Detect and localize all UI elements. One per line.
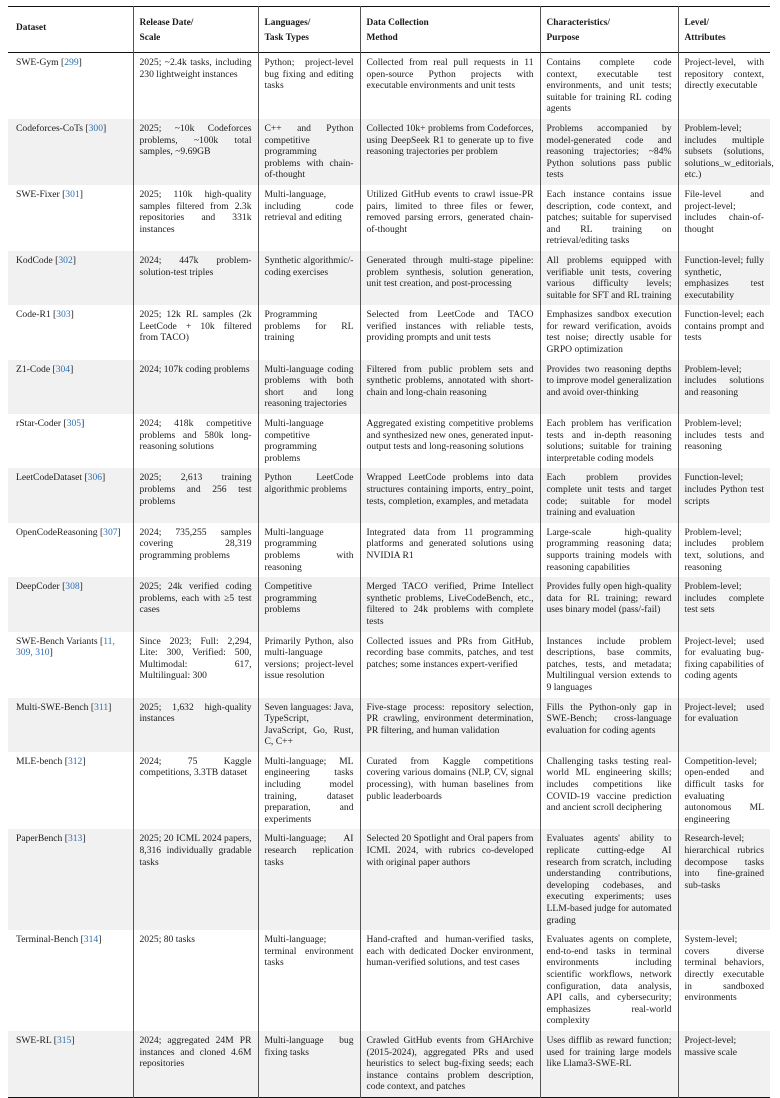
cell-dataset: SWE-Fixer [301] bbox=[16, 188, 83, 200]
dataset-name: PaperBench bbox=[16, 833, 63, 845]
cell-purpose: Fills the Python-only gap in SWE-Bench; cross-language evaluation for coding agents bbox=[540, 698, 678, 752]
dataset-name: LeetCodeDataset bbox=[16, 472, 83, 484]
cell-level: Research-level; hierarchical rubrics decompose tasks into fine-grained sub-tasks bbox=[678, 829, 770, 930]
cell-method: Curated from Kaggle competitions covering various domains (NLP, CV, signal processing), with human baselines from public leaderboards bbox=[360, 752, 540, 830]
cell-release: 2025; 20 ICML 2024 papers, 8,316 individually gradable tasks bbox=[133, 829, 258, 930]
cell-method: Collected from real pull requests in 11 open-source Python projects with executable environments and unit tests bbox=[360, 53, 540, 119]
cell-purpose: Each problem provides complete unit tests and target code; suitable for model training and evaluation bbox=[540, 468, 678, 522]
cell-dataset: Terminal-Bench [314] bbox=[16, 934, 102, 946]
cell-purpose: Challenging tasks testing real-world ML engineering skills; includes competitions like COVID-19 vaccine prediction and ancient scroll deciphering bbox=[540, 752, 678, 830]
cell-dataset: DeepCoder [308] bbox=[16, 581, 83, 593]
cell-release: 2025; ~10k Codeforces problems, ~100k total samples, ~9.69GB bbox=[133, 119, 258, 185]
dataset-name: Code-R1 bbox=[16, 309, 51, 321]
citation-link[interactable]: 306 bbox=[87, 472, 103, 484]
cell-dataset: SWE-Bench Variants [11, 309, 310] bbox=[16, 635, 115, 659]
table-row bbox=[8, 185, 770, 251]
cell-release: 2024; 735,255 samples covering 28,319 programming problems bbox=[133, 523, 258, 577]
cell-languages: C++ and Python competitive programming problems with chain-of-thought bbox=[258, 119, 360, 185]
dataset-name: SWE-Bench Variants bbox=[16, 635, 98, 647]
cell-level: Competition-level; open-ended and difficult tasks for evaluating autonomous ML engineering bbox=[678, 752, 770, 830]
cell-level: Problem-level; includes multiple subsets (solutions, solutions_w_editorials, etc.) bbox=[678, 119, 770, 185]
header-release bbox=[133, 7, 258, 53]
table-row bbox=[8, 698, 770, 752]
header-level bbox=[678, 7, 770, 53]
cell-method: Collected issues and PRs from GitHub, recording base commits, patches, and test patches; some instances expert-verified bbox=[360, 632, 540, 698]
cell-level: Function-level; includes Python test scripts bbox=[678, 468, 770, 522]
header-label-line1: Data Collection bbox=[366, 18, 429, 28]
citation-link[interactable]: 302 bbox=[58, 254, 73, 266]
cell-release: 2025; ~2.4k tasks, including 230 lightweight instances bbox=[133, 53, 258, 119]
cell-purpose: Each instance contains issue description, code context, and patches; suitable for supervised and RL training on retrieval/editing tasks bbox=[540, 185, 678, 251]
cell-purpose: All problems equipped with verifiable unit tests, covering various difficulty levels; suitable for SFT and RL training bbox=[540, 251, 678, 305]
dataset-name: Terminal-Bench bbox=[16, 934, 79, 946]
cell-languages: Primarily Python, also multi-language versions; project-level issue resolution bbox=[258, 632, 360, 698]
cell-method: Hand-crafted and human-verified tasks, each with dedicated Docker environment, human-verified solutions, and test cases bbox=[360, 930, 540, 1031]
cell-dataset: rStar-Coder [305] bbox=[16, 418, 85, 430]
header-languages bbox=[258, 7, 360, 53]
table-row bbox=[8, 119, 770, 185]
cell-languages: Multi-language; ML engineering tasks including model training, dataset preparation, and experiments bbox=[258, 752, 360, 830]
cell-dataset: Multi-SWE-Bench [311] bbox=[16, 701, 112, 713]
dataset-name: rStar-Coder bbox=[16, 418, 62, 430]
header-purpose bbox=[540, 7, 678, 53]
cell-method: Wrapped LeetCode problems into data structures containing imports, entry_point, tests, completion, examples, and metadata bbox=[360, 468, 540, 522]
cell-languages: Multi-language; terminal environment tasks bbox=[258, 930, 360, 1031]
cell-purpose: Uses difflib as reward function; used for training large models like Llama3-SWE-RL bbox=[540, 1031, 678, 1097]
header-label: Dataset bbox=[16, 23, 47, 33]
cell-purpose: Emphasizes sandbox execution for reward verification, avoids test noise; directly usable for GRPO optimization bbox=[540, 305, 678, 359]
cell-release: 2025; 110k high-quality samples filtered from 2.3k repositories and 331k instances bbox=[133, 185, 258, 251]
cell-release: 2024; 418k competitive problems and 580k long-reasoning solutions bbox=[133, 414, 258, 468]
cell-level: Problem-level; includes tests and reasoning bbox=[678, 414, 770, 468]
table-body bbox=[8, 53, 774, 1098]
cell-release: Since 2023; Full: 2,294, Lite: 300, Verified: 500, Multimodal: 617, Multilingual: 300 bbox=[133, 632, 258, 698]
table-row bbox=[8, 414, 770, 468]
citation-link[interactable]: 11, 309, 310 bbox=[16, 635, 115, 659]
cell-languages: Python LeetCode algorithmic problems bbox=[258, 468, 360, 522]
cell-level: Problem-level; includes solutions and reasoning bbox=[678, 360, 770, 414]
cell-level: File-level and project-level; includes chain-of-thought bbox=[678, 185, 770, 251]
cell-dataset: LeetCodeDataset [306] bbox=[16, 472, 106, 484]
table-row bbox=[8, 632, 770, 698]
table-row bbox=[8, 468, 770, 522]
dataset-name: DeepCoder bbox=[16, 581, 60, 593]
cell-release: 2024; 447k problem-solution-test triples bbox=[133, 251, 258, 305]
cell-dataset: OpenCodeReasoning [307] bbox=[16, 526, 121, 538]
citation-link[interactable]: 299 bbox=[64, 57, 79, 68]
cell-languages: Multi-language; AI research replication tasks bbox=[258, 829, 360, 930]
dataset-name: SWE-Fixer bbox=[16, 188, 60, 200]
cell-method: Selected 20 Spotlight and Oral papers from ICML 2024, with rubrics co-developed with original paper authors bbox=[360, 829, 540, 930]
cell-level: System-level; covers diverse terminal behaviors, directly executable in sandboxed environments bbox=[678, 930, 770, 1031]
cell-method: Integrated data from 11 programming platforms and generated solutions using NVIDIA R1 bbox=[360, 523, 540, 577]
table-row bbox=[8, 523, 770, 577]
header-label-line2: Scale bbox=[139, 33, 161, 43]
cell-languages: Competitive programming problems bbox=[258, 577, 360, 631]
header-label-line1: Characteristics/ bbox=[546, 18, 611, 28]
dataset-name: MLE-bench bbox=[16, 755, 63, 767]
cell-purpose: Provides two reasoning depths to improve model generalization and avoid over-thinking bbox=[540, 360, 678, 414]
dataset-name: OpenCodeReasoning bbox=[16, 526, 98, 538]
dataset-name: KodCode bbox=[16, 254, 53, 266]
cell-level: Function-level; each contains prompt and tests bbox=[678, 305, 770, 359]
dataset-name: SWE-RL bbox=[16, 1034, 52, 1046]
cell-release: 2024; 107k coding problems bbox=[133, 360, 258, 414]
citation-link[interactable]: 312 bbox=[67, 755, 83, 767]
cell-languages: Multi-language, including code retrieval and editing bbox=[258, 185, 360, 251]
header-label-line1: Languages/ bbox=[264, 18, 311, 28]
cell-level: Problem-level; includes complete test sets bbox=[678, 577, 770, 631]
cell-method: Merged TACO verified, Prime Intellect synthetic problems, LiveCodeBench, etc., filtered to 24k problems with complete tests bbox=[360, 577, 540, 631]
citation-link[interactable]: 300 bbox=[88, 122, 103, 134]
dataset-name: SWE-Gym bbox=[16, 57, 59, 68]
cell-languages: Multi-language coding problems with both short and long reasoning trajectories bbox=[258, 360, 360, 414]
cell-purpose: Provides fully open high-quality data for RL training; reward uses binary model (pass/-fail) bbox=[540, 577, 678, 631]
cell-languages: Multi-language bug fixing tasks bbox=[258, 1031, 360, 1097]
table-row bbox=[8, 577, 770, 631]
header-label-line2: Task Types bbox=[264, 33, 309, 43]
cell-purpose: Problems accompanied by model-generated code and reasoning trajectories; ~84% Python solutions pass public tests bbox=[540, 119, 678, 185]
cell-purpose: Evaluates agents' ability to replicate cutting-edge AI research from scratch, including understanding contributions, developing codebases, and executing experiments; uses LLM-based judge for automated grading bbox=[540, 829, 678, 930]
citation-link[interactable]: 308 bbox=[65, 581, 80, 593]
table-row bbox=[8, 360, 770, 414]
header-label-line2: Method bbox=[366, 33, 398, 43]
cell-languages: Seven languages: Java, TypeScript, JavaScript, Go, Rust, C, C++ bbox=[258, 698, 360, 752]
cell-release: 2025; 80 tasks bbox=[133, 930, 258, 1031]
cell-method: Utilized GitHub events to crawl issue-PR pairs, limited to three files or fewer, removed parsing errors, generated chain-of-thought bbox=[360, 185, 540, 251]
cell-release: 2024; aggregated 24M PR instances and cloned 4.6M repositories bbox=[133, 1031, 258, 1097]
citation-link[interactable]: 304 bbox=[55, 363, 71, 375]
header-label-line1: Level/ bbox=[684, 18, 709, 28]
cell-method: Generated through multi-stage pipeline: problem synthesis, solution generation, unit test creation, and post-processing bbox=[360, 251, 540, 305]
cell-level: Project-level; used for evaluating bug-fixing capabilities of coding agents bbox=[678, 632, 770, 698]
cell-method: Aggregated existing competitive problems and synthesized new ones, generated input-output tests and long-reasoning solutions bbox=[360, 414, 540, 468]
citation-link[interactable]: 313 bbox=[67, 833, 83, 845]
dataset-name: Codeforces-CoTs bbox=[16, 122, 84, 134]
cell-dataset: MLE-bench [312] bbox=[16, 755, 86, 767]
cell-languages: Programming problems for RL training bbox=[258, 305, 360, 359]
header-dataset bbox=[8, 7, 133, 53]
header-label-line2: Attributes bbox=[684, 33, 726, 43]
cell-dataset: KodCode [302] bbox=[16, 254, 76, 266]
citation-link[interactable]: 301 bbox=[65, 188, 80, 200]
table-row bbox=[8, 305, 770, 359]
dataset-name: Z1-Code bbox=[16, 363, 51, 375]
table-row bbox=[8, 930, 770, 1031]
cell-level: Project-level; massive scale bbox=[678, 1031, 770, 1097]
cell-purpose: Large-scale high-quality programming reasoning data; supports training models with reasoning capabilities bbox=[540, 523, 678, 577]
cell-purpose: Each problem has verification tests and in-depth reasoning solutions; suitable for training interpretable coding models bbox=[540, 414, 678, 468]
table-row bbox=[8, 1031, 770, 1097]
cell-dataset: Code-R1 [303] bbox=[16, 309, 74, 321]
cell-level: Project-level, with repository context, directly executable bbox=[678, 53, 770, 119]
cell-languages: Synthetic algorithmic/-coding exercises bbox=[258, 251, 360, 305]
dataset-name: Multi-SWE-Bench bbox=[16, 701, 89, 713]
cell-release: 2025; 1,632 high-quality instances bbox=[133, 698, 258, 752]
citation-link[interactable]: 303 bbox=[56, 309, 71, 321]
cell-purpose: Evaluates agents on complete, end-to-end tasks in terminal environments including scientific workflows, network configuration, data analysis, API calls, and cybersecurity; emphasizes real-world complexity bbox=[540, 930, 678, 1031]
cell-method: Collected 10k+ problems from Codeforces, using DeepSeek R1 to generate up to five reasoning trajectories per problem bbox=[360, 119, 540, 185]
cell-method: Five-stage process: repository selection, PR crawling, environment determination, PR filtering, and human validation bbox=[360, 698, 540, 752]
cell-languages: Multi-language competitive programming problems bbox=[258, 414, 360, 468]
citation-link[interactable]: 305 bbox=[66, 418, 82, 430]
citation-link[interactable]: 315 bbox=[56, 1034, 72, 1046]
cell-purpose: Contains complete code context, executable test environments, and unit tests; suitable for training RL coding agents bbox=[540, 53, 678, 119]
cell-method: Selected from LeetCode and TACO verified instances with reliable tests, providing prompts and unit tests bbox=[360, 305, 540, 359]
cell-dataset: Z1-Code [304] bbox=[16, 363, 74, 375]
cell-purpose: Instances include problem descriptions, base commits, patches, tests, and metadata; Multilingual version extends to 9 languages bbox=[540, 632, 678, 698]
cell-release: 2025; 12k RL samples (2k LeetCode + 10k filtered from TACO) bbox=[133, 305, 258, 359]
cell-languages: Multi-language programming problems with reasoning bbox=[258, 523, 360, 577]
table-header-row bbox=[8, 7, 770, 53]
cell-dataset: Codeforces-CoTs [300] bbox=[16, 122, 107, 134]
dataset-table bbox=[8, 6, 774, 1098]
header-label-line1: Release Date/ bbox=[139, 18, 194, 28]
citation-link[interactable]: 311 bbox=[94, 701, 109, 713]
citation-link[interactable]: 314 bbox=[83, 934, 99, 946]
cell-level: Project-level; used for evaluation bbox=[678, 698, 770, 752]
citation-link[interactable]: 307 bbox=[103, 526, 118, 538]
cell-level: Problem-level; includes problem text, solutions, and reasoning bbox=[678, 523, 770, 577]
cell-method: Crawled GitHub events from GHArchive (2015-2024), aggregated PRs and used heuristics to select bug-fixing seeds; each instance contains problem description, code context, and patches bbox=[360, 1031, 540, 1097]
table-row bbox=[8, 829, 770, 930]
cell-dataset: SWE-RL [315] bbox=[16, 1034, 75, 1046]
cell-release: 2025; 2,613 training problems and 256 test problems bbox=[133, 468, 258, 522]
cell-release: 2025; 24k verified coding problems, each with ≥5 test cases bbox=[133, 577, 258, 631]
cell-languages: Python; project-level bug fixing and editing tasks bbox=[258, 53, 360, 119]
table-row bbox=[8, 53, 770, 119]
cell-level: Function-level; fully synthetic, emphasizes test executability bbox=[678, 251, 770, 305]
dataset-table-container bbox=[8, 6, 774, 1098]
table-row bbox=[8, 251, 770, 305]
header-label-line2: Purpose bbox=[546, 33, 580, 43]
table-row bbox=[8, 752, 770, 830]
cell-dataset: PaperBench [313] bbox=[16, 833, 86, 845]
header-method bbox=[360, 7, 540, 53]
cell-dataset: SWE-Gym [299] bbox=[16, 57, 82, 68]
cell-method: Filtered from public problem sets and synthetic problems, annotated with short-chain and long-chain reasoning bbox=[360, 360, 540, 414]
cell-release: 2024; 75 Kaggle competitions, 3.3TB dataset bbox=[133, 752, 258, 830]
